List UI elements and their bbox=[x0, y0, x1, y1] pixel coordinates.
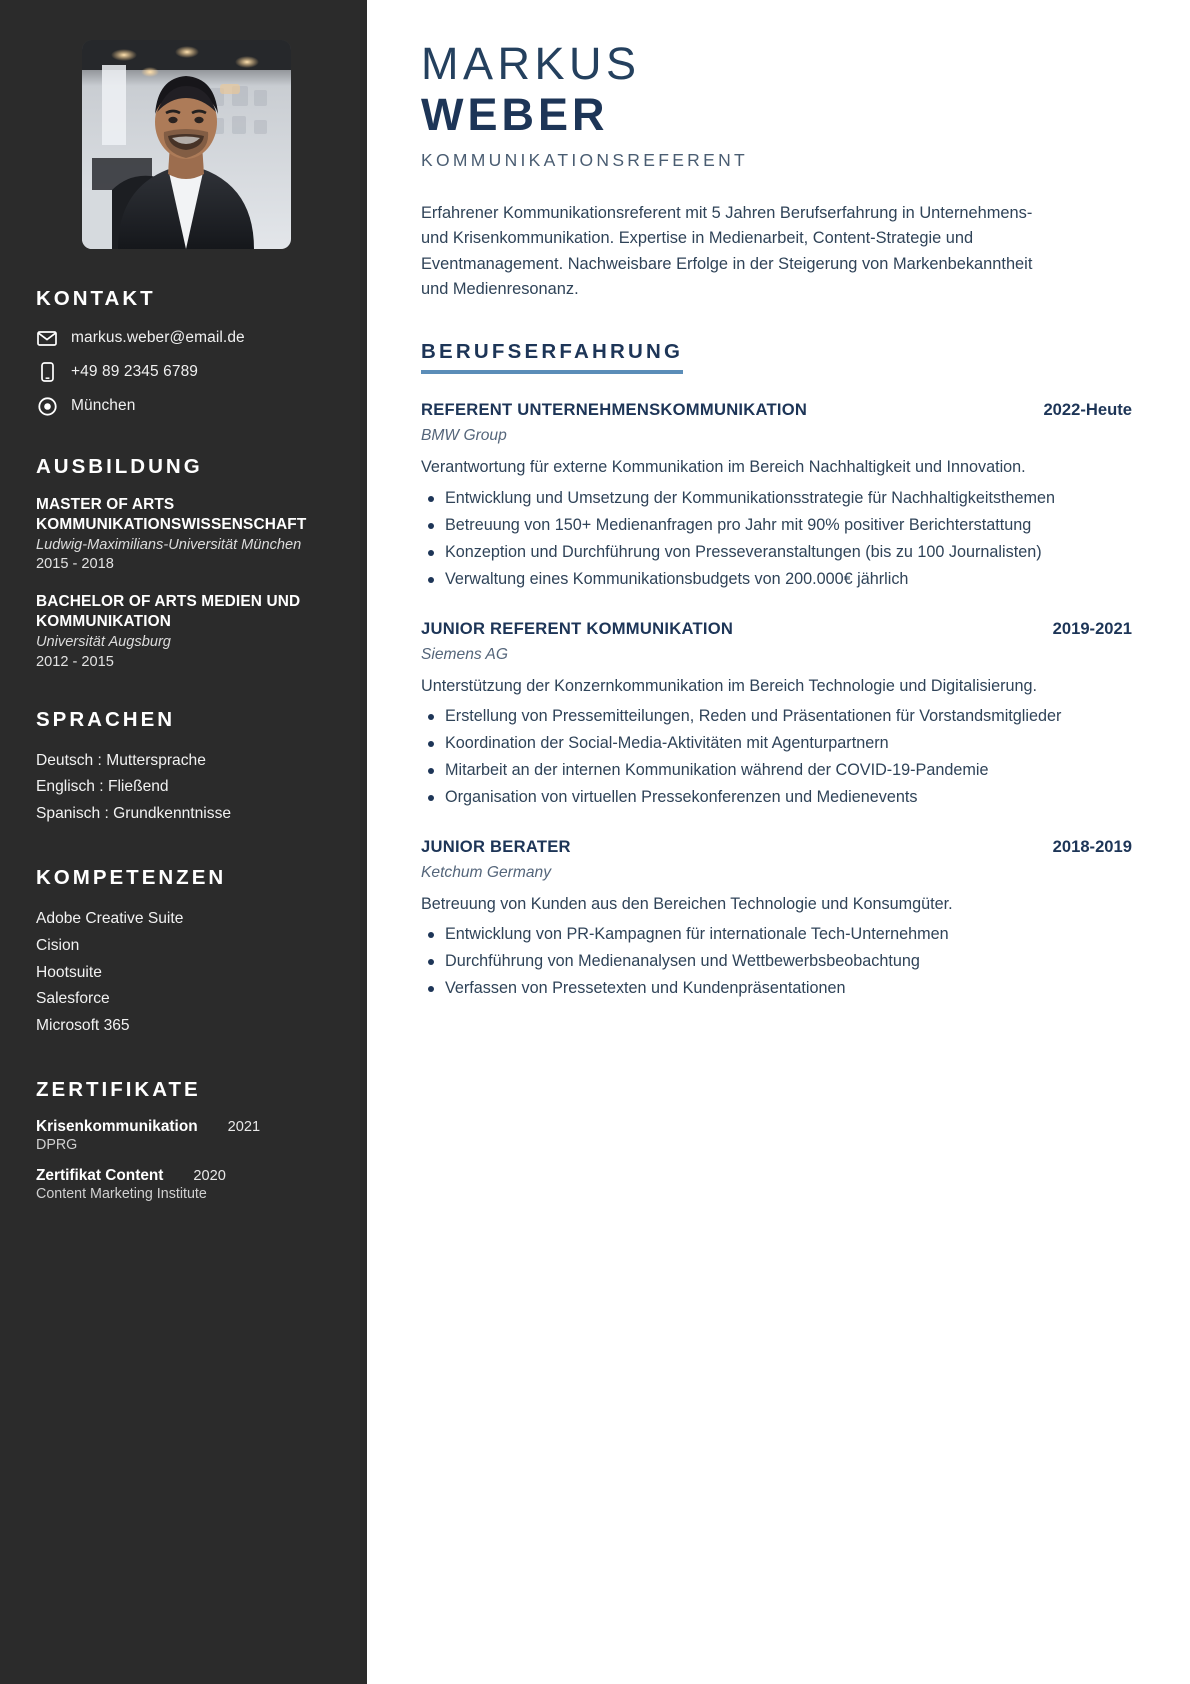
education-item bbox=[36, 495, 337, 572]
contact-value-location: München bbox=[71, 397, 136, 414]
job-bullet: Betreuung von 150+ Medienanfragen pro Jahr mit 90% positiver Berichterstattung bbox=[421, 514, 1132, 537]
job-role: REFERENT UNTERNEHMENSKOMMUNIKATION bbox=[421, 400, 808, 420]
job-company: BMW Group bbox=[421, 427, 507, 445]
certificate-year: 2020 bbox=[193, 1168, 226, 1185]
contact-heading: KONTAKT bbox=[36, 287, 156, 310]
contact-item-location bbox=[36, 395, 337, 417]
job-bullet: Konzeption und Durchführung von Presseveranstaltungen (bis zu 100 Journalisten) bbox=[421, 541, 1132, 564]
language-item: Spanisch : Grundkenntnisse bbox=[36, 805, 232, 823]
certificate-item bbox=[36, 1118, 337, 1153]
job-company: Siemens AG bbox=[421, 645, 508, 663]
job-bullet-list bbox=[421, 487, 1132, 591]
contact-item-phone bbox=[36, 361, 337, 383]
profile-summary: Erfahrener Kommunikationsreferent mit 5 Jahren Berufserfahrung in Unternehmens- und Krisenkommunikation. Expertise in Medienarbeit, Content-Strategie und Eventmanagement. Nachweisbare Erfolge in der Steigerung von Markenbekanntheit und Medienresonanz. bbox=[421, 204, 1033, 298]
professional-title: KOMMUNIKATIONSREFERENT bbox=[421, 150, 749, 171]
main-content bbox=[367, 0, 1190, 1684]
job-bullet-list bbox=[421, 923, 1132, 1000]
contact-item-email bbox=[36, 327, 337, 349]
job-role: JUNIOR REFERENT KOMMUNIKATION bbox=[421, 618, 734, 638]
education-degree: MASTER OF ARTS KOMMUNIKATIONSWISSENSCHAFT bbox=[36, 496, 307, 534]
last-name: WEBER bbox=[421, 88, 609, 140]
profile-photo bbox=[82, 40, 291, 249]
experience-entry bbox=[421, 619, 1132, 809]
education-years: 2012 - 2015 bbox=[36, 653, 114, 670]
location-pin-icon bbox=[36, 395, 58, 417]
languages-heading: SPRACHEN bbox=[36, 707, 176, 731]
job-description: Betreuung von Kunden aus den Bereichen Technologie und Konsumgüter. bbox=[421, 894, 953, 913]
skills-heading: KOMPETENZEN bbox=[36, 866, 227, 889]
education-degree: BACHELOR OF ARTS MEDIEN UND KOMMUNIKATION bbox=[36, 593, 301, 631]
skill-item: Adobe Creative Suite bbox=[36, 910, 184, 927]
job-bullet: Entwicklung und Umsetzung der Kommunikationsstrategie für Nachhaltigkeitsthemen bbox=[421, 487, 1132, 510]
experience-heading: BERUFSERFAHRUNG bbox=[421, 340, 683, 374]
education-years: 2015 - 2018 bbox=[36, 556, 114, 573]
skill-item: Cision bbox=[36, 936, 80, 954]
certificate-name: Zertifikat Content bbox=[36, 1167, 164, 1185]
sidebar bbox=[0, 0, 367, 1684]
skill-item: Salesforce bbox=[36, 990, 110, 1008]
job-bullet: Mitarbeit an der internen Kommunikation während der COVID-19-Pandemie bbox=[421, 759, 1132, 782]
job-role: JUNIOR BERATER bbox=[421, 836, 571, 856]
job-period: 2018-2019 bbox=[1052, 836, 1132, 856]
job-bullet: Erstellung von Pressemitteilungen, Reden und Präsentationen für Vorstandsmitglieder bbox=[421, 705, 1132, 728]
education-school: Universität Augsburg bbox=[36, 634, 171, 651]
language-item: Englisch : Fließend bbox=[36, 778, 169, 796]
job-description: Verantwortung für externe Kommunikation im Bereich Nachhaltigkeit und Innovation. bbox=[421, 458, 1026, 477]
job-bullet: Organisation von virtuellen Pressekonferenzen und Medienevents bbox=[421, 786, 1132, 809]
contact-value-email: markus.weber@email.de bbox=[71, 329, 245, 346]
job-bullet-list bbox=[421, 705, 1132, 809]
phone-icon bbox=[36, 361, 58, 383]
job-bullet: Verfassen von Pressetexten und Kundenpräsentationen bbox=[421, 977, 1132, 1000]
mail-icon bbox=[36, 327, 58, 349]
certificate-year: 2021 bbox=[227, 1119, 261, 1136]
job-period: 2019-2021 bbox=[1052, 618, 1132, 638]
job-bullet: Koordination der Social-Media-Aktivitäten mit Agenturpartnern bbox=[421, 732, 1132, 755]
experience-entry bbox=[421, 837, 1132, 1000]
education-heading: AUSBILDUNG bbox=[36, 455, 203, 478]
language-item: Deutsch : Muttersprache bbox=[36, 751, 206, 769]
skill-item: Hootsuite bbox=[36, 963, 102, 981]
first-name: MARKUS bbox=[421, 38, 641, 89]
education-item bbox=[36, 592, 337, 669]
job-period: 2022-Heute bbox=[1043, 400, 1132, 420]
education-school: Ludwig-Maximilians-Universität München bbox=[36, 537, 302, 554]
contact-value-phone: +49 89 2345 6789 bbox=[71, 363, 199, 380]
job-bullet: Verwaltung eines Kommunikationsbudgets von 200.000€ jährlich bbox=[421, 568, 1132, 591]
job-company: Ketchum Germany bbox=[421, 863, 551, 881]
certificate-name: Krisenkommunikation bbox=[36, 1118, 198, 1136]
certificate-org: Content Marketing Institute bbox=[36, 1186, 207, 1203]
skill-item: Microsoft 365 bbox=[36, 1017, 130, 1035]
certificates-heading: ZERTIFIKATE bbox=[36, 1078, 201, 1102]
job-bullet: Durchführung von Medienanalysen und Wettbewerbsbeobachtung bbox=[421, 950, 1132, 973]
experience-entry bbox=[421, 400, 1132, 590]
certificate-item bbox=[36, 1167, 337, 1202]
job-bullet: Entwicklung von PR-Kampagnen für internationale Tech-Unternehmen bbox=[421, 923, 1132, 946]
certificate-org: DPRG bbox=[36, 1137, 78, 1154]
job-description: Unterstützung der Konzernkommunikation im Bereich Technologie und Digitalisierung. bbox=[421, 676, 1038, 695]
